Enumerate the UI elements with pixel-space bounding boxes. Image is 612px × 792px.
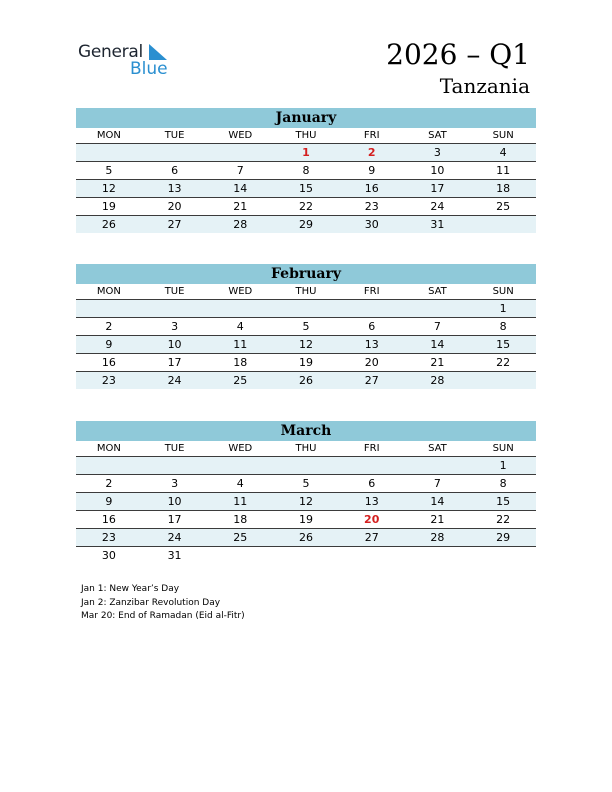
empty-day-cell xyxy=(273,457,339,475)
empty-day-cell xyxy=(470,547,536,564)
day-cell: 1 xyxy=(273,144,339,162)
day-cell: 2 xyxy=(339,144,405,162)
day-cell: 20 xyxy=(339,354,405,372)
day-cell: 28 xyxy=(405,372,471,389)
day-cell: 19 xyxy=(76,198,142,216)
weekday-label: THU xyxy=(273,128,339,144)
day-cell: 5 xyxy=(76,162,142,180)
day-cell: 12 xyxy=(273,336,339,354)
weekday-label: THU xyxy=(273,284,339,300)
empty-day-cell xyxy=(405,300,471,318)
holiday-note: Jan 1: New Year’s Day xyxy=(81,584,180,594)
day-cell: 4 xyxy=(207,475,273,493)
day-cell: 18 xyxy=(207,511,273,529)
weekday-label: SUN xyxy=(470,128,536,144)
day-cell: 24 xyxy=(142,372,208,389)
empty-day-cell xyxy=(76,300,142,318)
weekday-label: SAT xyxy=(405,441,471,457)
weekday-label: TUE xyxy=(142,284,208,300)
weekday-label: MON xyxy=(76,441,142,457)
empty-day-cell xyxy=(339,300,405,318)
day-cell: 3 xyxy=(142,318,208,336)
day-cell: 13 xyxy=(142,180,208,198)
day-cell: 16 xyxy=(76,511,142,529)
day-cell: 11 xyxy=(470,162,536,180)
month-header: January xyxy=(76,108,536,128)
day-cell: 5 xyxy=(273,475,339,493)
day-cell: 1 xyxy=(470,457,536,475)
day-cell: 10 xyxy=(142,493,208,511)
day-cell: 14 xyxy=(405,493,471,511)
day-cell: 9 xyxy=(76,336,142,354)
day-cell: 23 xyxy=(76,372,142,389)
day-cell: 23 xyxy=(339,198,405,216)
day-cell: 6 xyxy=(339,318,405,336)
day-cell: 21 xyxy=(405,354,471,372)
day-cell: 17 xyxy=(142,354,208,372)
month-header: March xyxy=(76,421,536,441)
day-cell: 6 xyxy=(142,162,208,180)
day-cell: 30 xyxy=(101,549,116,562)
weekday-label: WED xyxy=(207,441,273,457)
day-cell: 15 xyxy=(470,336,536,354)
empty-day-cell xyxy=(142,300,208,318)
day-cell: 7 xyxy=(207,162,273,180)
page-title: 2026 – Q1 xyxy=(386,38,530,71)
day-cell: 12 xyxy=(273,493,339,511)
day-cell: 20 xyxy=(339,511,405,529)
day-cell: 13 xyxy=(339,336,405,354)
day-cell: 26 xyxy=(273,372,339,389)
logo-blue-text: Blue xyxy=(130,59,168,79)
month-grid xyxy=(76,128,536,233)
weekday-label: WED xyxy=(207,128,273,144)
day-cell: 18 xyxy=(470,180,536,198)
day-cell: 13 xyxy=(339,493,405,511)
day-cell: 29 xyxy=(273,216,339,233)
day-cell: 14 xyxy=(405,336,471,354)
day-cell: 14 xyxy=(207,180,273,198)
weekday-label: TUE xyxy=(142,128,208,144)
day-cell: 27 xyxy=(339,372,405,389)
day-cell: 16 xyxy=(76,354,142,372)
day-cell: 11 xyxy=(207,493,273,511)
weekday-label: MON xyxy=(76,128,142,144)
empty-day-cell xyxy=(470,372,536,389)
empty-day-cell xyxy=(76,457,142,475)
day-cell: 22 xyxy=(470,511,536,529)
day-cell: 29 xyxy=(470,529,536,547)
day-cell: 25 xyxy=(207,529,273,547)
weekday-label: SUN xyxy=(470,284,536,300)
day-cell: 10 xyxy=(142,336,208,354)
month-march xyxy=(76,421,536,564)
day-cell: 11 xyxy=(207,336,273,354)
weekday-label: SAT xyxy=(405,128,471,144)
day-cell: 3 xyxy=(142,475,208,493)
day-cell: 27 xyxy=(142,216,208,233)
month-grid xyxy=(76,441,536,564)
logo-triangle-icon xyxy=(149,44,167,60)
day-cell: 1 xyxy=(470,300,536,318)
weekday-label: SAT xyxy=(405,284,471,300)
empty-day-cell xyxy=(207,300,273,318)
holiday-note: Mar 20: End of Ramadan (Eid al-Fitr) xyxy=(81,611,245,621)
day-cell: 5 xyxy=(273,318,339,336)
empty-day-cell xyxy=(142,457,208,475)
day-cell: 23 xyxy=(76,529,142,547)
day-cell: 22 xyxy=(470,354,536,372)
month-header: February xyxy=(76,264,536,284)
empty-day-cell xyxy=(273,300,339,318)
day-cell: 21 xyxy=(405,511,471,529)
day-cell: 31 xyxy=(167,549,182,562)
day-cell: 19 xyxy=(273,511,339,529)
day-cell: 4 xyxy=(470,144,536,162)
empty-day-cell xyxy=(339,547,405,564)
page-subtitle: Tanzania xyxy=(439,74,530,98)
day-cell: 8 xyxy=(273,162,339,180)
day-cell: 10 xyxy=(405,162,471,180)
empty-day-cell xyxy=(405,457,471,475)
day-cell: 28 xyxy=(207,216,273,233)
day-cell: 9 xyxy=(339,162,405,180)
day-cell: 30 xyxy=(339,216,405,233)
day-cell: 8 xyxy=(470,318,536,336)
empty-day-cell xyxy=(76,144,142,162)
empty-day-cell xyxy=(207,457,273,475)
day-cell: 15 xyxy=(470,493,536,511)
day-cell: 4 xyxy=(207,318,273,336)
day-cell: 15 xyxy=(273,180,339,198)
empty-day-cell xyxy=(470,216,536,233)
day-cell: 12 xyxy=(76,180,142,198)
month-february xyxy=(76,264,536,389)
day-cell: 19 xyxy=(273,354,339,372)
day-cell: 26 xyxy=(273,529,339,547)
empty-day-cell xyxy=(207,144,273,162)
day-cell: 20 xyxy=(142,198,208,216)
logo-general-text: General xyxy=(78,42,143,62)
weekday-label: FRI xyxy=(339,128,405,144)
holiday-notes xyxy=(81,583,245,624)
day-cell: 2 xyxy=(76,318,142,336)
weekday-label: SUN xyxy=(470,441,536,457)
day-cell: 22 xyxy=(273,198,339,216)
empty-day-cell xyxy=(142,144,208,162)
day-cell: 21 xyxy=(207,198,273,216)
day-cell: 27 xyxy=(339,529,405,547)
day-cell: 25 xyxy=(207,372,273,389)
day-cell: 28 xyxy=(405,529,471,547)
empty-day-cell xyxy=(273,547,339,564)
day-cell: 16 xyxy=(339,180,405,198)
weekday-label: TUE xyxy=(142,441,208,457)
day-cell: 25 xyxy=(470,198,536,216)
day-cell: 17 xyxy=(142,511,208,529)
holiday-note: Jan 2: Zanzibar Revolution Day xyxy=(81,597,221,608)
day-cell: 24 xyxy=(142,529,208,547)
day-cell: 2 xyxy=(76,475,142,493)
weekday-label: THU xyxy=(273,441,339,457)
month-january xyxy=(76,108,536,233)
day-cell: 7 xyxy=(405,475,471,493)
day-cell: 24 xyxy=(405,198,471,216)
day-cell: 26 xyxy=(76,216,142,233)
day-cell: 17 xyxy=(405,180,471,198)
month-grid xyxy=(76,284,536,389)
day-cell: 3 xyxy=(405,144,471,162)
weekday-label: FRI xyxy=(339,284,405,300)
weekday-label: FRI xyxy=(339,441,405,457)
day-cell: 8 xyxy=(470,475,536,493)
day-cell: 6 xyxy=(339,475,405,493)
day-cell: 9 xyxy=(76,493,142,511)
day-cell: 31 xyxy=(405,216,471,233)
empty-day-cell xyxy=(339,457,405,475)
empty-day-cell xyxy=(405,547,471,564)
weekday-label: MON xyxy=(76,284,142,300)
empty-day-cell xyxy=(207,547,273,564)
day-cell: 18 xyxy=(207,354,273,372)
weekday-label: WED xyxy=(207,284,273,300)
day-cell: 7 xyxy=(405,318,471,336)
